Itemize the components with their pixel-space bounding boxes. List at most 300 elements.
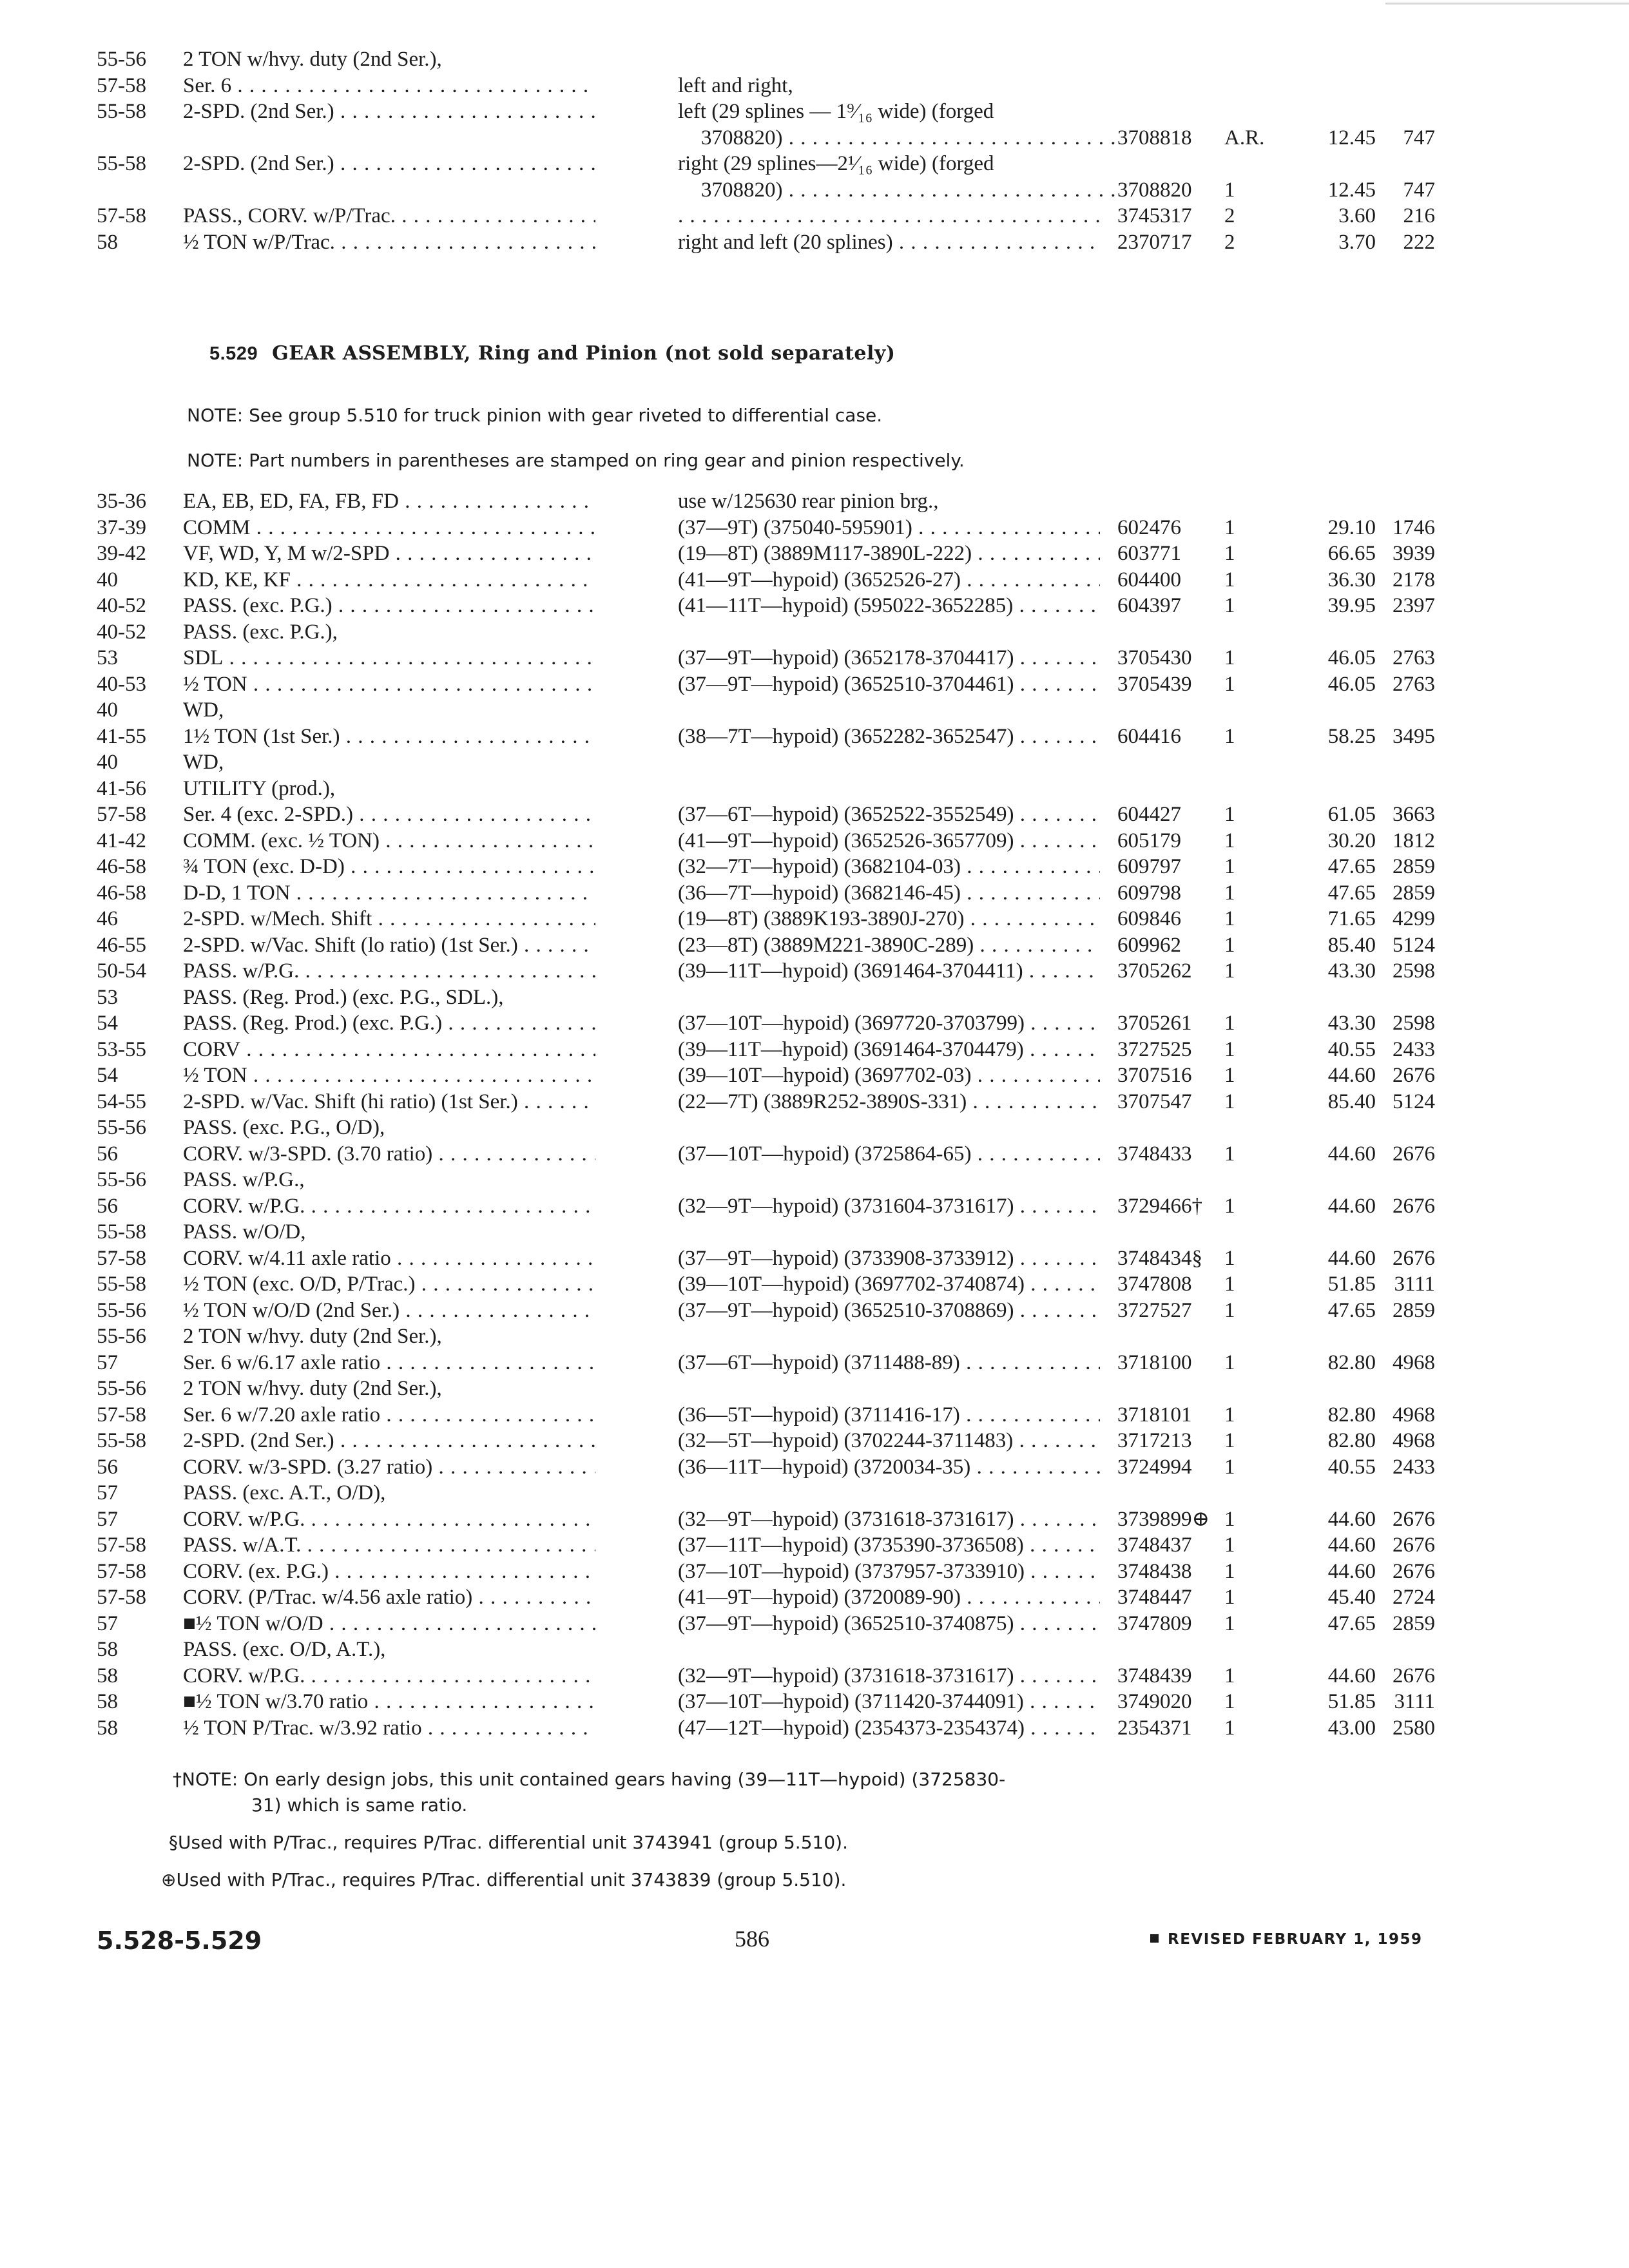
year-cell: 55-56 [97,1116,146,1139]
year-cell: 57-58 [97,1533,146,1557]
table-row [0,515,1629,541]
year-cell: 40 [97,698,118,722]
price-cell: 58.25 [1327,724,1376,748]
part-number-cell: 3707547 [1117,1090,1192,1113]
part-number-cell: 3724994 [1117,1455,1192,1479]
year-cell: 40-53 [97,672,146,696]
model-cell: Ser. 4 (exc. 2-SPD.) . . . [183,802,595,828]
part-number-cell: 3705262 [1117,959,1192,983]
price-cell: 46.05 [1327,646,1376,669]
price-cell: 71.65 [1327,907,1376,930]
year-cell: 35-36 [97,490,146,513]
table-row [0,1428,1629,1454]
table-row [0,1715,1629,1742]
year-cell: 46-55 [97,933,146,957]
part-number-cell: 3707516 [1117,1064,1192,1087]
description-cell: 3708820) . . . [701,125,1123,151]
table-row [0,1559,1629,1585]
description-cell: (37—10T—hypoid) (3725864-65) . . . [678,1141,1100,1168]
code-cell: 2859 [1393,1611,1435,1635]
table-row [0,697,1629,724]
year-cell: 57-58 [97,204,146,227]
footnote-dagger-line-1: †NOTE: On early design jobs, this unit contained gears having (39—11T—hypoid) (3725830- [173,1769,1006,1790]
gear-assembly-table [0,488,1629,1741]
description-cell: (39—10T—hypoid) (3697702-03) . . . [678,1062,1100,1089]
table-row [0,1663,1629,1689]
quantity-cell: 1 [1224,1507,1235,1531]
quantity-cell: 1 [1224,178,1235,202]
description-cell: (19—8T) (3889M117-3890L-222) . . . [678,541,1100,567]
part-number-cell: 604416 [1117,724,1181,748]
model-cell: UTILITY (prod.), [183,776,336,800]
year-cell: 54-55 [97,1090,146,1113]
price-cell: 51.85 [1327,1690,1376,1713]
quantity-cell: 1 [1224,1273,1235,1296]
part-number-cell: 3748438 [1117,1559,1192,1583]
model-cell: D-D, 1 TON . . . [183,880,595,907]
quantity-cell: 1 [1224,1298,1235,1322]
revised-square-icon [1150,1934,1159,1943]
footer-page-number: 586 [735,1926,769,1952]
quantity-cell: 1 [1224,1586,1235,1609]
price-cell: 44.60 [1327,1559,1376,1583]
description-cell: (39—11T—hypoid) (3691464-3704411) . . . [678,958,1100,985]
quantity-cell: 1 [1224,515,1235,539]
year-cell: 56 [97,1455,118,1479]
part-number-cell: 3748437 [1117,1533,1192,1557]
table-row [0,776,1629,802]
part-number-cell: 3748433 [1117,1142,1192,1166]
table-row [0,724,1629,750]
description-cell: (19—8T) (3889K193-3890J-270) . . . [678,906,1100,932]
price-cell: 66.65 [1327,542,1376,565]
description-cell: use w/125630 rear pinion brg., [678,490,939,513]
table-row [0,229,1629,256]
year-cell: 55-58 [97,1220,146,1244]
year-cell: 55-58 [97,1273,146,1296]
table-row [0,671,1629,698]
year-cell: 56 [97,1194,118,1218]
part-number-cell: 604427 [1117,803,1181,826]
model-cell: PASS. w/A.T. . . . [183,1532,595,1559]
description-cell: (37—9T—hypoid) (3652510-3704461) . . . [678,671,1100,698]
part-number-cell: 3708820 [1117,178,1192,202]
quantity-cell: 1 [1224,1716,1235,1740]
year-cell: 57 [97,1611,118,1635]
price-cell: 44.60 [1327,1142,1376,1166]
year-cell: 40 [97,751,118,774]
footnote-dagger-line-2: 31) which is same ratio. [251,1794,468,1816]
code-cell: 1812 [1393,829,1435,852]
model-cell: ■½ TON w/O/D . . . [183,1611,595,1637]
table-row [0,958,1629,985]
model-cell: KD, KE, KF . . . [183,567,595,593]
quantity-cell: 1 [1224,1533,1235,1557]
model-cell: ½ TON . . . [183,671,595,698]
model-cell: 1½ TON (1st Ser.) . . . [183,724,595,750]
model-cell: ¾ TON (exc. D-D) . . . [183,854,595,880]
code-cell: 2676 [1393,1142,1435,1166]
table-row [0,1323,1629,1350]
model-cell: Ser. 6 w/7.20 axle ratio . . . [183,1402,595,1428]
price-cell: 3.60 [1338,204,1376,227]
code-cell: 3111 [1394,1273,1435,1296]
quantity-cell: 1 [1224,1690,1235,1713]
quantity-cell: 1 [1224,542,1235,565]
part-number-cell: 3747809 [1117,1611,1192,1635]
scan-edge-line [1385,3,1629,5]
year-cell: 57-58 [97,1246,146,1270]
model-cell: ½ TON w/O/D (2nd Ser.) . . . [183,1298,595,1324]
code-cell: 2676 [1393,1559,1435,1583]
description-cell: (37—9T—hypoid) (3733908-3733912) . . . [678,1245,1100,1272]
year-cell: 54 [97,1012,118,1035]
table-row [0,1402,1629,1428]
code-cell: 3663 [1393,803,1435,826]
quantity-cell: 1 [1224,855,1235,878]
price-cell: 45.40 [1327,1586,1376,1609]
quantity-cell: 1 [1224,594,1235,617]
code-cell: 747 [1403,178,1435,202]
footer-revised-text: REVISED FEBRUARY 1, 1959 [1168,1931,1423,1948]
part-number-cell: 2370717 [1117,230,1192,254]
table-row [0,854,1629,880]
code-cell: 2676 [1393,1507,1435,1531]
model-cell: 2-SPD. (2nd Ser.) . . . [183,1428,595,1454]
table-row [0,1532,1629,1559]
model-cell: WD, [183,698,224,722]
year-cell: 53 [97,985,118,1009]
quantity-cell: 1 [1224,1194,1235,1218]
section-note-1: NOTE: See group 5.510 for truck pinion with gear riveted to differential case. [187,405,883,426]
model-cell: ½ TON P/Trac. w/3.92 ratio . . . [183,1715,595,1742]
price-cell: 40.55 [1327,1037,1376,1061]
table-row [0,203,1629,229]
table-row [0,1141,1629,1168]
year-cell: 57 [97,1507,118,1531]
year-cell: 57 [97,1481,118,1504]
part-number-cell: 3739899⊕ [1117,1507,1210,1531]
table-row [0,1010,1629,1037]
code-cell: 3495 [1393,724,1435,748]
year-cell: 57-58 [97,1403,146,1427]
model-cell: ½ TON . . . [183,1062,595,1089]
table-row [0,1298,1629,1324]
description-cell: (38—7T—hypoid) (3652282-3652547) . . . [678,724,1100,750]
quantity-cell: 1 [1224,881,1235,905]
code-cell: 5124 [1393,1090,1435,1113]
part-number-cell: 3748447 [1117,1586,1192,1609]
part-number-cell: 3729466† [1117,1194,1202,1218]
part-number-cell: 3705439 [1117,672,1192,696]
quantity-cell: 1 [1224,1064,1235,1087]
price-cell: 43.00 [1327,1716,1376,1740]
price-cell: 44.60 [1327,1507,1376,1531]
year-cell: 55-58 [97,100,146,123]
description-cell: right (29 splines—2¹⁄₁₆ wide) (forged [678,152,994,175]
description-cell: (37—9T—hypoid) (3652510-3708869) . . . [678,1298,1100,1324]
model-cell: PASS. (exc. A.T., O/D), [183,1481,386,1504]
year-cell: 57-58 [97,803,146,826]
price-cell: 61.05 [1327,803,1376,826]
year-cell: 54 [97,1064,118,1087]
part-number-cell: 602476 [1117,515,1181,539]
year-cell: 55-58 [97,152,146,175]
price-cell: 82.80 [1327,1429,1376,1452]
part-number-cell: 3748439 [1117,1664,1192,1687]
quantity-cell: 1 [1224,1403,1235,1427]
table-row [0,1219,1629,1245]
table-row [0,1271,1629,1298]
description-cell: (37—10T—hypoid) (3737957-3733910) . . . [678,1559,1100,1585]
model-cell: PASS. (exc. P.G.), [183,620,338,644]
description-cell: 3708820) . . . [701,177,1123,204]
code-cell: 4299 [1393,907,1435,930]
section-number: 5.529 [209,343,258,364]
code-cell: 216 [1403,204,1435,227]
model-cell: CORV. (ex. P.G.) . . . [183,1559,595,1585]
model-cell: PASS. (Reg. Prod.) (exc. P.G.) . . . [183,1010,595,1037]
price-cell: 44.60 [1327,1664,1376,1687]
price-cell: 82.80 [1327,1350,1376,1374]
description-cell: (39—11T—hypoid) (3691464-3704479) . . . [678,1037,1100,1063]
code-cell: 2598 [1393,959,1435,983]
quantity-cell: 1 [1224,1350,1235,1374]
description-cell [678,203,1100,229]
code-cell: 222 [1403,230,1435,254]
table-row [0,1506,1629,1533]
part-number-cell: 604400 [1117,568,1181,591]
table-row [0,1689,1629,1715]
part-number-cell: 3749020 [1117,1690,1192,1713]
model-cell: 2 TON w/hvy. duty (2nd Ser.), [183,1377,442,1400]
price-cell: 43.30 [1327,1012,1376,1035]
description-cell: (22—7T) (3889R252-3890S-331) . . . [678,1089,1100,1115]
code-cell: 5124 [1393,933,1435,957]
code-cell: 2763 [1393,646,1435,669]
price-cell: 44.60 [1327,1194,1376,1218]
table-row [0,177,1629,204]
code-cell: 2676 [1393,1064,1435,1087]
price-cell: 44.60 [1327,1533,1376,1557]
part-number-cell: 609846 [1117,907,1181,930]
price-cell: 29.10 [1327,515,1376,539]
year-cell: 40 [97,568,118,591]
code-cell: 2859 [1393,881,1435,905]
table-row [0,619,1629,646]
price-cell: 47.65 [1327,1611,1376,1635]
quantity-cell: 1 [1224,672,1235,696]
footer-section-range: 5.528-5.529 [97,1927,262,1955]
model-cell: CORV. w/P.G. . . . [183,1506,595,1533]
year-cell: 55-58 [97,1429,146,1452]
price-cell: 85.40 [1327,1090,1376,1113]
year-cell: 55-56 [97,1325,146,1348]
code-cell: 4968 [1393,1350,1435,1374]
table-row [0,906,1629,932]
quantity-cell: 1 [1224,829,1235,852]
part-number-cell: 609797 [1117,855,1181,878]
quantity-cell: 1 [1224,724,1235,748]
model-cell: CORV. w/4.11 axle ratio . . . [183,1245,595,1272]
part-number-cell: 3727527 [1117,1298,1192,1322]
quantity-cell: 1 [1224,803,1235,826]
code-cell: 2397 [1393,594,1435,617]
model-cell: 2-SPD. (2nd Ser.) . . . [183,99,595,125]
section-title: GEAR ASSEMBLY, Ring and Pinion (not sold separately) [272,342,896,365]
code-cell: 747 [1403,126,1435,149]
price-cell: 12.45 [1327,178,1376,202]
table-row [0,567,1629,593]
quantity-cell: 1 [1224,1090,1235,1113]
year-cell: 55-56 [97,1298,146,1322]
code-cell: 2676 [1393,1533,1435,1557]
description-cell: (39—10T—hypoid) (3697702-3740874) . . . [678,1271,1100,1298]
price-cell: 47.65 [1327,855,1376,878]
year-cell: 39-42 [97,542,146,565]
part-number-cell: 3718100 [1117,1350,1192,1374]
quantity-cell: 1 [1224,1664,1235,1687]
year-cell: 58 [97,1664,118,1687]
description-cell: (32—7T—hypoid) (3682104-03) . . . [678,854,1100,880]
quantity-cell: 1 [1224,1611,1235,1635]
code-cell: 2859 [1393,855,1435,878]
part-number-cell: 3705261 [1117,1012,1192,1035]
quantity-cell: 1 [1224,1142,1235,1166]
table-row [0,1037,1629,1063]
price-cell: 47.65 [1327,1298,1376,1322]
footnote-circle-plus: ⊕Used with P/Trac., requires P/Trac. differential unit 3743839 (group 5.510). [161,1869,847,1890]
model-cell: Ser. 6 . . . [183,73,595,99]
price-cell: 30.20 [1327,829,1376,852]
description-cell: (41—9T—hypoid) (3652526-27) . . . [678,567,1100,593]
part-number-cell: 3727525 [1117,1037,1192,1061]
model-cell: EA, EB, ED, FA, FB, FD . . . [183,488,595,515]
code-cell: 2676 [1393,1664,1435,1687]
table-row [0,1611,1629,1637]
description-cell: (36—5T—hypoid) (3711416-17) . . . [678,1402,1100,1428]
top-parts-table [0,46,1629,255]
model-cell: CORV. w/P.G. . . . [183,1663,595,1689]
year-cell: 57-58 [97,1559,146,1583]
description-cell: (41—9T—hypoid) (3720089-90) . . . [678,1584,1100,1611]
year-cell: 56 [97,1142,118,1166]
year-cell: 58 [97,1638,118,1661]
part-number-cell: 604397 [1117,594,1181,617]
year-cell: 40-52 [97,594,146,617]
quantity-cell: 1 [1224,1246,1235,1270]
part-number-cell: 3718101 [1117,1403,1192,1427]
year-cell: 40-52 [97,620,146,644]
quantity-cell: 2 [1224,204,1235,227]
quantity-cell: 1 [1224,959,1235,983]
description-cell: (36—7T—hypoid) (3682146-45) . . . [678,880,1100,907]
year-cell: 58 [97,1716,118,1740]
table-row [0,1480,1629,1506]
model-cell: CORV. (P/Trac. w/4.56 axle ratio) . . . [183,1584,595,1611]
table-row [0,488,1629,515]
table-row [0,985,1629,1011]
description-cell: (47—12T—hypoid) (2354373-2354374) . . . [678,1715,1100,1742]
model-cell: PASS. (exc. P.G., O/D), [183,1116,385,1139]
year-cell: 41-56 [97,776,146,800]
model-cell: 2-SPD. w/Vac. Shift (hi ratio) (1st Ser.) . . . [183,1089,595,1115]
table-row [0,1637,1629,1663]
model-cell: PASS., CORV. w/P/Trac. . . . [183,203,595,229]
table-row [0,99,1629,125]
model-cell: PASS. w/P.G., [183,1168,305,1191]
code-cell: 2580 [1393,1716,1435,1740]
price-cell: 47.65 [1327,881,1376,905]
table-row [0,932,1629,959]
price-cell: 3.70 [1338,230,1376,254]
code-cell: 2859 [1393,1298,1435,1322]
model-cell: PASS. w/P.G. . . . [183,958,595,985]
table-row [0,1350,1629,1376]
table-row [0,880,1629,907]
description-cell: (37—9T—hypoid) (3652178-3704417) . . . [678,645,1100,671]
price-cell: 39.95 [1327,594,1376,617]
quantity-cell: 1 [1224,568,1235,591]
description-cell: (41—9T—hypoid) (3652526-3657709) . . . [678,828,1100,854]
code-cell: 2433 [1393,1037,1435,1061]
quantity-cell: 1 [1224,1012,1235,1035]
table-row [0,828,1629,854]
description-cell: left (29 splines — 1⁹⁄₁₆ wide) (forged [678,100,994,123]
quantity-cell: 1 [1224,907,1235,930]
model-cell: ■½ TON w/3.70 ratio . . . [183,1689,595,1715]
description-cell: (32—5T—hypoid) (3702244-3711483) . . . [678,1428,1100,1454]
code-cell: 2178 [1393,568,1435,591]
table-row [0,1584,1629,1611]
model-cell: 2-SPD. (2nd Ser.) . . . [183,151,595,177]
description-cell: (23—8T) (3889M221-3890C-289) . . . [678,932,1100,959]
description-cell: (37—10T—hypoid) (3697720-3703799) . . . [678,1010,1100,1037]
part-number-cell: 3708818 [1117,126,1192,149]
part-number-cell: 3747808 [1117,1273,1192,1296]
price-cell: 43.30 [1327,959,1376,983]
model-cell: CORV. w/3-SPD. (3.70 ratio) . . . [183,1141,595,1168]
price-cell: 85.40 [1327,933,1376,957]
table-row [0,46,1629,73]
code-cell: 2598 [1393,1012,1435,1035]
year-cell: 46-58 [97,881,146,905]
model-cell: PASS. (exc. P.G.) . . . [183,593,595,619]
part-number-cell: 3745317 [1117,204,1192,227]
description-cell: (37—11T—hypoid) (3735390-3736508) . . . [678,1532,1100,1559]
year-cell: 57-58 [97,1586,146,1609]
description-cell: (32—9T—hypoid) (3731618-3731617) . . . [678,1506,1100,1533]
table-row [0,1062,1629,1089]
table-row [0,749,1629,776]
model-cell: SDL . . . [183,645,595,671]
table-row [0,593,1629,619]
description-cell: (37—9T—hypoid) (3652510-3740875) . . . [678,1611,1100,1637]
table-row [0,125,1629,151]
part-number-cell: 609962 [1117,933,1181,957]
year-cell: 57-58 [97,73,146,97]
year-cell: 55-56 [97,1168,146,1191]
code-cell: 2433 [1393,1455,1435,1479]
table-row [0,1089,1629,1115]
model-cell: 2-SPD. w/Mech. Shift . . . [183,906,595,932]
year-cell: 53-55 [97,1037,146,1061]
year-cell: 58 [97,230,118,254]
code-cell: 2724 [1393,1586,1435,1609]
year-cell: 46 [97,907,118,930]
description-cell: (32—9T—hypoid) (3731604-3731617) . . . [678,1193,1100,1220]
table-row [0,1454,1629,1481]
